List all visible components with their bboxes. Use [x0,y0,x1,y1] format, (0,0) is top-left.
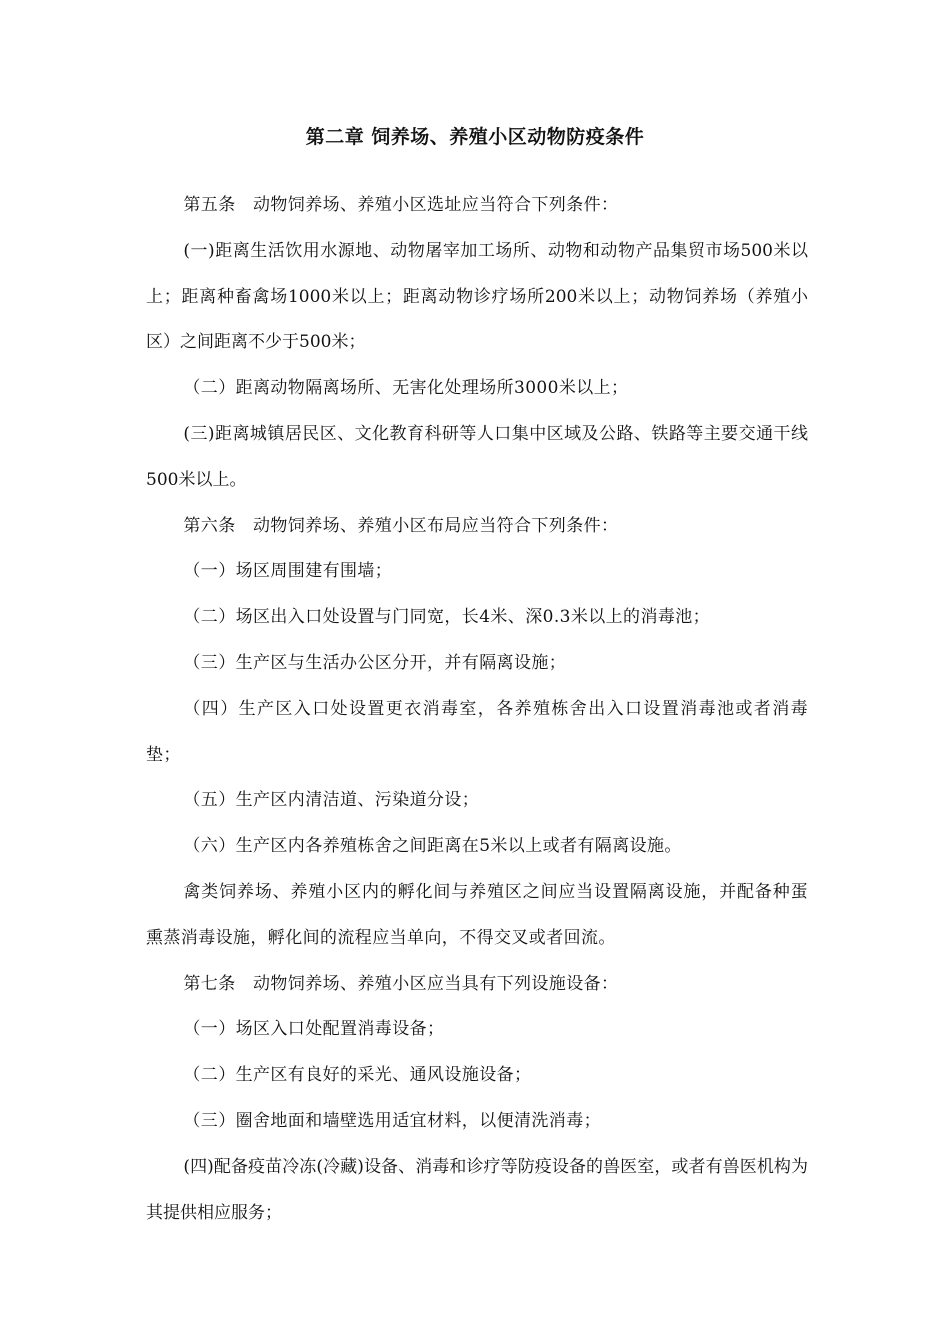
article-7-item-3: （三）圈舍地面和墙壁选用适宜材料，以便清洗消毒； [183,1110,601,1131]
article-6-item-6: （六）生产区内各养殖栋舍之间距离在5米以上或者有隔离设施。 [183,836,682,857]
article-5-heading: 第五条 动物饲养场、养殖小区选址应当符合下列条件： [183,195,619,215]
article-5-item-3: (三)距离城镇居民区、文化教育科研等人口集中区域及公路、铁路等主要交通干线500米以上。 [146,423,808,490]
document-body [146,183,808,1236]
article-7-item-4: (四)配备疫苗冷冻(冷藏)设备、消毒和诊疗等防疫设备的兽医室，或者有兽医机构为其提供相应服务； [146,1156,808,1223]
article-6-item-1: （一）场区周围建有围墙； [183,561,393,582]
article-7-item-2: （二）生产区有良好的采光、通风设施设备； [183,1065,532,1086]
article-7-item-1: （一）场区入口处配置消毒设备； [183,1019,445,1040]
article-6-item-4: （四）生产区入口处设置更衣消毒室，各养殖栋舍出入口设置消毒池或者消毒垫； [146,698,808,765]
article-6-poultry-note: 禽类饲养场、养殖小区内的孵化间与养殖区之间应当设置隔离设施，并配备种蛋熏蒸消毒设施，孵化间的流程应当单向，不得交叉或者回流。 [146,881,808,948]
article-5-item-1: (一)距离生活饮用水源地、动物屠宰加工场所、动物和动物产品集贸市场500米以上；距离种畜禽场1000米以上；距离动物诊疗场所200米以上；动物饲养场（养殖小区）之间距离不少于500米； [146,240,808,353]
article-6-item-2: （二）场区出入口处设置与门同宽，长4米、深0.3米以上的消毒池； [183,607,711,628]
article-6-heading: 第六条 动物饲养场、养殖小区布局应当符合下列条件： [183,515,619,536]
article-6-item-3: （三）生产区与生活办公区分开，并有隔离设施； [183,652,567,673]
article-7-heading: 第七条 动物饲养场、养殖小区应当具有下列设施设备： [183,973,619,994]
article-5-item-2: （二）距离动物隔离场所、无害化处理场所3000米以上； [183,378,629,399]
article-6-item-5: （五）生产区内清洁道、污染道分设； [183,790,480,811]
chapter-title: 第二章 饲养场、养殖小区动物防疫条件 [305,126,645,148]
